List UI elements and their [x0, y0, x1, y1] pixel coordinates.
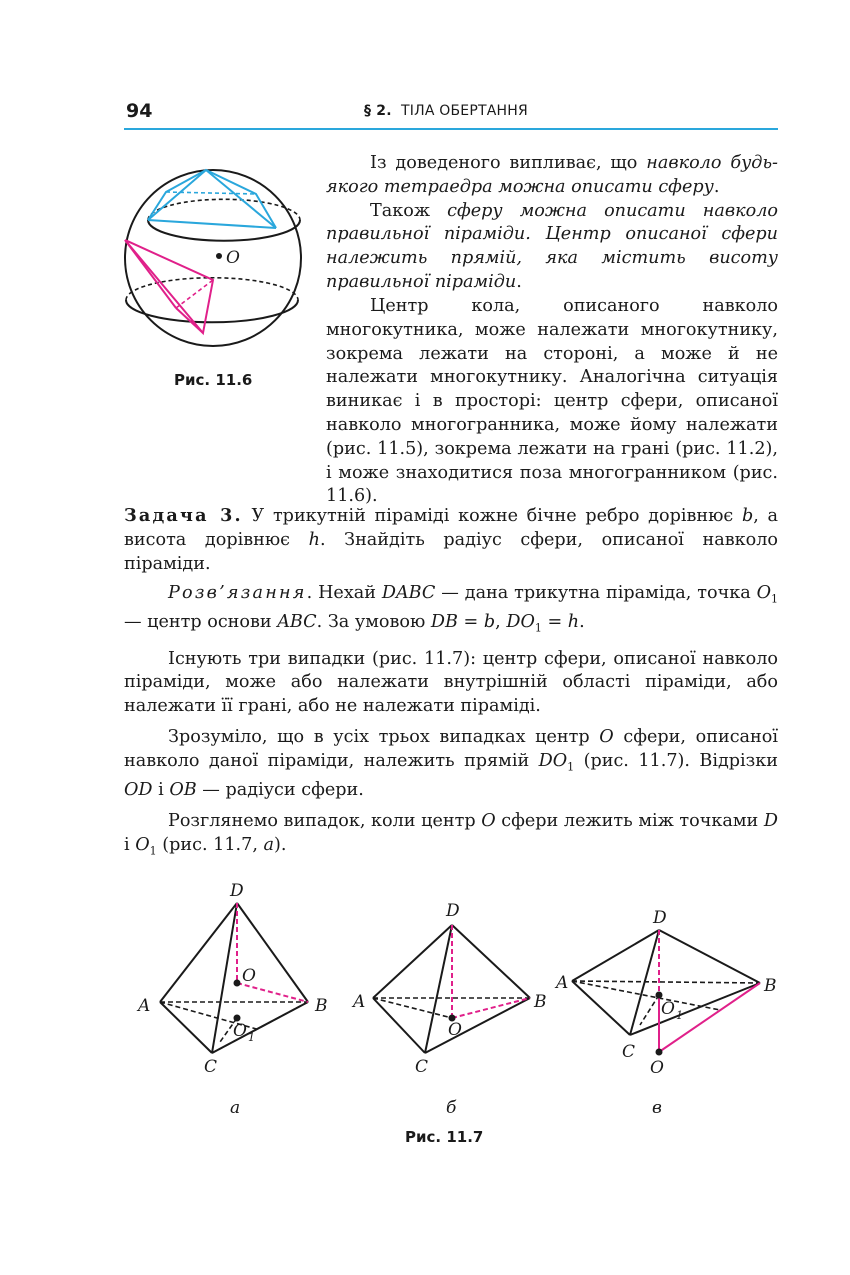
solution-paragraph-1: Розв’язання. Нехай DABC — дана трикутна піраміда, точка $O_1$ — центр основи ABC. За умовою DB = b, $DO_1 = h$. — [124, 583, 778, 635]
svg-text:A: A — [556, 973, 569, 993]
svg-text:D: D — [446, 901, 460, 921]
paragraph-1: Із доведеного випливає, що навколо будь-якого тетраедра можна описати сферу. — [326, 153, 778, 197]
svg-text:C: C — [204, 1057, 218, 1077]
sub-caption-a: а — [230, 1098, 241, 1118]
svg-text:1: 1 — [248, 1031, 255, 1044]
svg-text:D: D — [653, 908, 667, 928]
task-3 — [124, 504, 778, 576]
sub-caption-b: б — [446, 1098, 457, 1118]
section-mark: § 2. — [364, 103, 392, 119]
svg-text:B: B — [534, 992, 547, 1012]
figure-11-7-caption: Рис. 11.7 — [405, 1128, 484, 1146]
figure-11-7-pyramids — [120, 870, 790, 1120]
task-3-text: Задача 3. У трикутній піраміді кожне бічне ребро дорівнює b, а висота дорівнює h. Знайдіть радіус сфери, описаної навколо піраміди. — [124, 505, 778, 574]
svg-text:C: C — [415, 1057, 429, 1077]
svg-text:O: O — [242, 966, 256, 986]
svg-text:1: 1 — [676, 1009, 683, 1022]
svg-text:A: A — [138, 996, 151, 1016]
page-number: 94 — [126, 100, 153, 122]
svg-text:O: O — [650, 1058, 664, 1078]
svg-text:B: B — [764, 976, 777, 996]
svg-text:O: O — [448, 1020, 462, 1040]
sub-caption-c: в — [652, 1098, 662, 1118]
task-label: Задача 3. — [124, 505, 243, 526]
figure-11-6-caption: Рис. 11.6 — [174, 371, 253, 389]
solution-paragraph-2: Існують три випадки (рис. 11.7): центр сфери, описаної навколо піраміди, може або належати внутрішній області піраміди, або належати її грані, або не належати піраміді. — [124, 648, 778, 717]
solution-block — [124, 582, 778, 863]
solution-paragraph-4: Розглянемо випадок, коли центр O сфери лежить між точками D і $O_1$ (рис. 11.7, a). — [124, 810, 779, 858]
header-rule — [124, 128, 778, 130]
paragraph-3: Центр кола, описаного навколо многокутника, може належати многокутнику, зокрема лежати на стороні, а може й не належати многокутнику. Аналогічна ситуація виникає і в просторі: центр сфери, описаної навколо многогранника, може йому належати (рис. 11.5), зокрема лежати на грані (рис. 11.2), і може знаходитися поза многогранником (рис. 11.6). — [326, 296, 778, 507]
section-title: ТІЛА ОБЕРТАННЯ — [401, 103, 528, 119]
solution-paragraph-3: Зрозуміло, що в усіх трьох випадках центр O сфери, описаної навколо даної піраміди, належить прямій $DO_1$ (рис. 11.7). Відрізки OD і OB — радіуси сфери. — [124, 727, 778, 801]
sphere-center-label: O — [226, 248, 240, 268]
svg-text:C: C — [622, 1042, 636, 1062]
svg-text:A: A — [353, 992, 366, 1012]
svg-text:B: B — [315, 996, 328, 1016]
svg-text:O: O — [233, 1021, 247, 1041]
svg-text:O: O — [661, 999, 675, 1019]
paragraph-2: Також сферу можна описати навколо правильної піраміди. Центр описаної сфери належить прямій, яка містить висоту правильної піраміди. — [326, 200, 778, 292]
section-header — [364, 103, 528, 119]
svg-text:D: D — [230, 881, 244, 901]
wrap-text-block — [326, 152, 778, 295]
